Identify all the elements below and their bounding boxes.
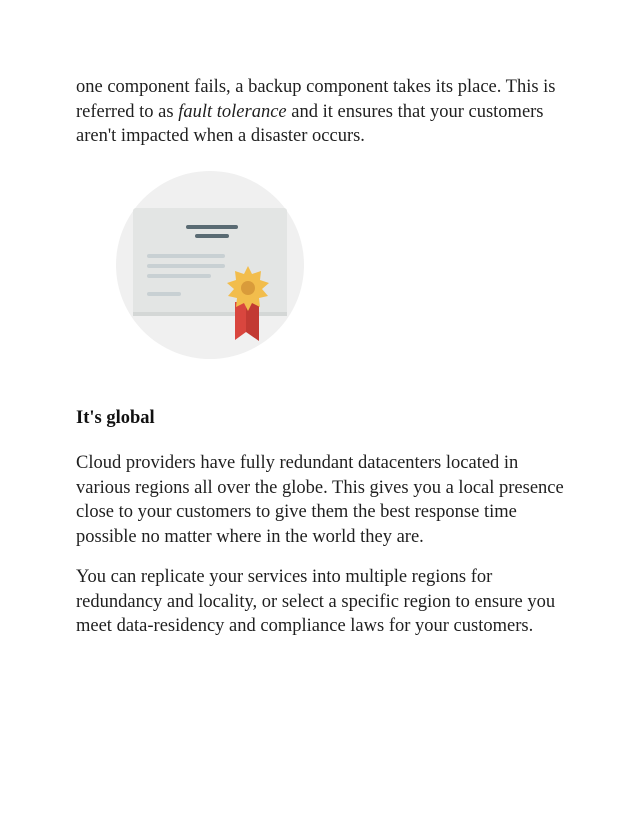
certificate-subtitle-line xyxy=(195,234,229,238)
certificate-illustration xyxy=(115,170,305,360)
certificate-text-line xyxy=(147,254,225,258)
certificate-text-line xyxy=(147,274,211,278)
intro-text-start: one component fails, a backup component takes its place. This is referred to as xyxy=(76,77,556,122)
intro-paragraph xyxy=(76,75,576,149)
section-paragraph: You can replicate your services into multiple regions for redundancy and locality, or select a specific region to ensure you meet data-residency and compliance laws for your customers. xyxy=(76,567,556,636)
certificate-card xyxy=(133,208,287,316)
certificate-card-shadow xyxy=(133,312,287,316)
certificate-signature-line xyxy=(147,292,181,296)
section-heading: It's global xyxy=(76,408,155,428)
intro-text-end: and it ensures that your customers aren't impacted when a disaster occurs. xyxy=(76,101,544,146)
section-paragraph: Cloud providers have fully redundant datacenters located in various regions all over the globe. This gives you a local presence close to your customers to give them the best response time possible no matter where in the world they are. xyxy=(76,453,564,547)
certificate-text-line xyxy=(147,264,225,268)
certificate-icon xyxy=(115,170,305,360)
fault-tolerance-term: fault tolerance xyxy=(178,101,287,122)
certificate-title-line xyxy=(186,225,238,229)
